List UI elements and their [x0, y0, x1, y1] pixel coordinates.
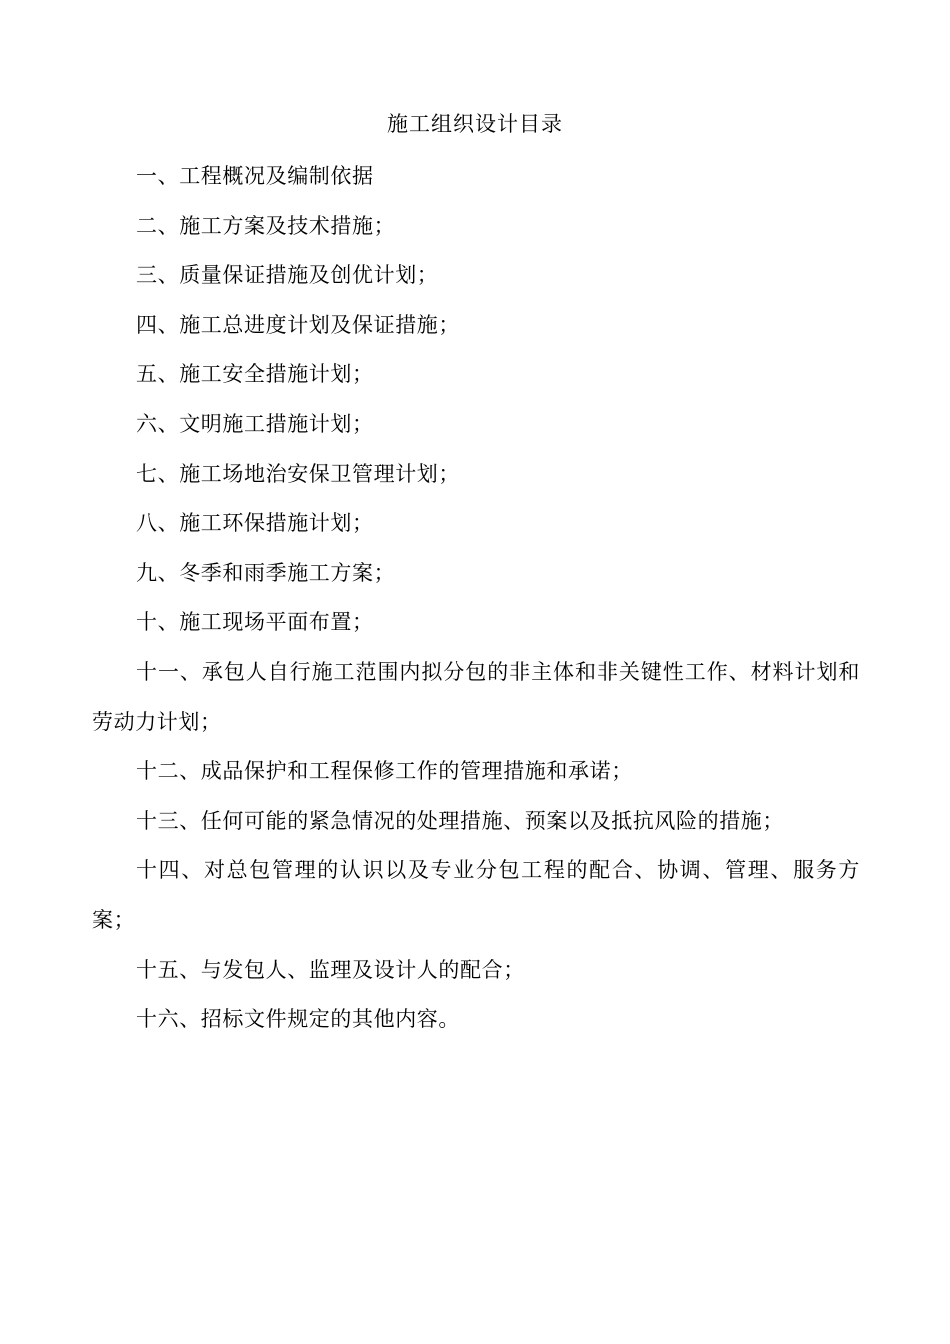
table-of-contents — [92, 152, 860, 1045]
toc-item-9: 九、冬季和雨季施工方案； — [136, 560, 396, 585]
toc-item-13: 十三、任何可能的紧急情况的处理措施、预案以及抵抗风险的措施； — [136, 808, 784, 833]
document-title: 施工组织设计目录 — [387, 112, 563, 136]
toc-item-8: 八、施工环保措施计划； — [136, 511, 374, 536]
toc-item-14: 十四、对总包管理的认识以及专业分包工程的配合、协调、管理、服务方案； — [92, 858, 860, 932]
toc-item-5: 五、施工安全措施计划； — [136, 362, 374, 387]
toc-item-11: 十一、承包人自行施工范围内拟分包的非主体和非关键性工作、材料计划和劳动力计划； — [92, 659, 860, 734]
toc-item-3: 三、质量保证措施及创优计划； — [136, 263, 439, 288]
toc-item-12: 十二、成品保护和工程保修工作的管理措施和承诺； — [136, 759, 633, 784]
toc-item-1: 一、工程概况及编制依据 — [136, 164, 374, 188]
toc-item-7: 七、施工场地治安保卫管理计划； — [136, 461, 460, 486]
toc-item-15: 十五、与发包人、监理及设计人的配合； — [136, 957, 525, 982]
toc-item-2: 二、施工方案及技术措施； — [136, 213, 396, 238]
toc-item-16: 十六、招标文件规定的其他内容。 — [136, 1007, 460, 1032]
toc-item-10: 十、施工现场平面布置； — [136, 610, 374, 635]
toc-item-6: 六、文明施工措施计划； — [136, 411, 374, 436]
toc-item-4: 四、施工总进度计划及保证措施； — [136, 312, 460, 337]
